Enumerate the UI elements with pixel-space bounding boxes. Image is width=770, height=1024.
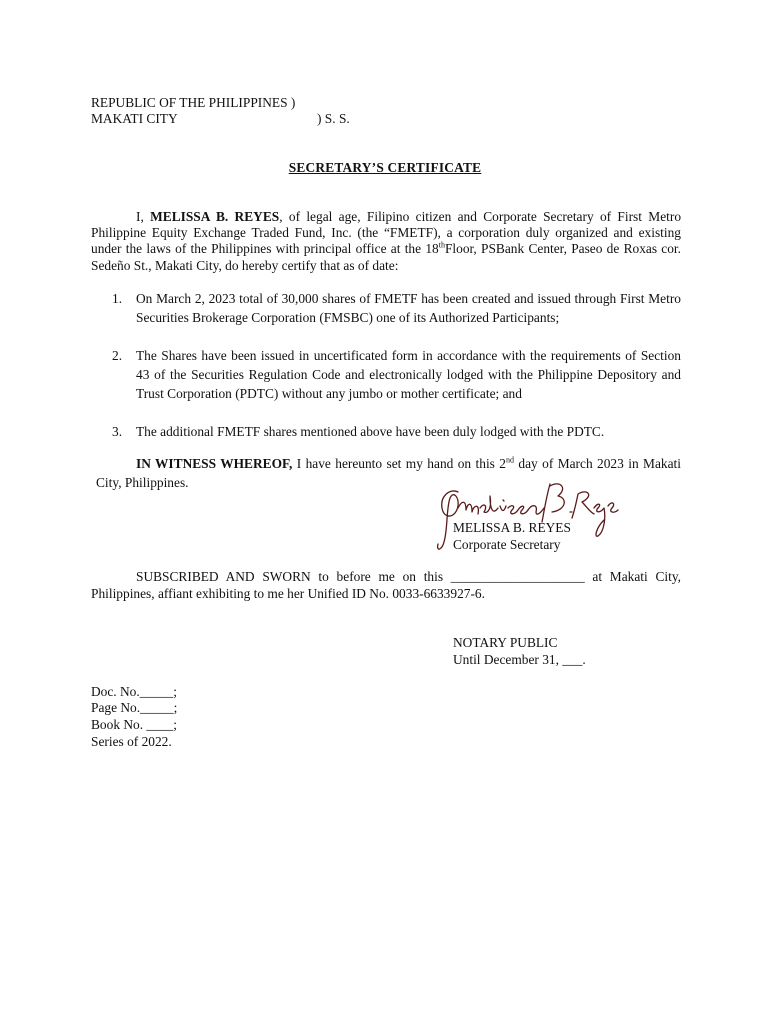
day-ordinal: nd xyxy=(505,455,514,465)
intro-text-b: Floor, PSBank Center, Paseo de Roxas cor. Sedeño St., Makati City, do hereby certify that as of date: xyxy=(91,241,682,273)
notary-commission-expiry: Until December 31, ___. xyxy=(453,652,586,667)
witness-text-a: I have hereunto set my hand on this 2 xyxy=(292,456,506,471)
venue-ss: ) S. S. xyxy=(317,111,350,126)
list-item-number: 1. xyxy=(112,291,123,306)
certification-list-1 xyxy=(91,289,681,345)
notary-public-label: NOTARY PUBLIC xyxy=(453,635,558,650)
venue-republic: REPUBLIC OF THE PHILIPPINES ) xyxy=(91,95,296,110)
intro-prefix: I, xyxy=(136,209,151,224)
list-item xyxy=(91,289,681,327)
intro-paragraph xyxy=(91,209,681,274)
jurat-text: SUBSCRIBED AND SWORN to before me on this ____________________ at Makati City, Philippines, affiant exhibiting to me her Unified ID No. 0033-6633927-6. xyxy=(91,569,681,601)
list-item-text: On March 2, 2023 total of 30,000 shares of FMETF has been created and issued through First Metro Securities Brokerage Corporation (FMSBC) one of its Authorized Participants; xyxy=(136,291,681,325)
list-item xyxy=(91,346,681,403)
book-number: Book No. ____; xyxy=(91,717,177,732)
secretary-name: MELISSA B. REYES xyxy=(150,209,280,224)
signatory-title: Corporate Secretary xyxy=(453,537,561,552)
series-year: Series of 2022. xyxy=(91,734,172,749)
list-item-text: The additional FMETF shares mentioned above have been duly lodged with the PDTC. xyxy=(136,424,605,439)
signatory-name: MELISSA B. REYES xyxy=(453,520,571,535)
venue-city-name: MAKATI CITY xyxy=(91,111,178,126)
venue-city xyxy=(91,111,350,127)
list-item xyxy=(91,422,681,441)
page-number: Page No._____; xyxy=(91,700,178,715)
document-title: SECRETARY’S CERTIFICATE xyxy=(288,160,482,175)
certification-list-2 xyxy=(91,346,681,421)
list-item-number: 2. xyxy=(112,348,123,363)
witness-text-b: day of March 2023 in Makati City, Philippines. xyxy=(96,456,681,490)
intro-text-a: , of legal age, Filipino citizen and Corporate Secretary of First Metro Philippine Equity Exchange Traded Fund, Inc. (the “FMETF), a corporation duly organized and existing under the laws of the Philippines with principal office at the 18 xyxy=(91,209,682,257)
floor-ordinal: th xyxy=(438,240,445,250)
doc-number: Doc. No._____; xyxy=(91,684,177,699)
witness-heading: IN WITNESS WHEREOF, xyxy=(136,456,293,471)
jurat-paragraph xyxy=(91,568,681,602)
list-item-text: The Shares have been issued in uncertificated form in accordance with the requirements of Section 43 of the Securities Regulation Code and electronically lodged with the Philippine Depository and Trust Corporation (PDTC) without any jumbo or mother certificate; and xyxy=(136,348,681,401)
list-item-number: 3. xyxy=(112,424,123,439)
